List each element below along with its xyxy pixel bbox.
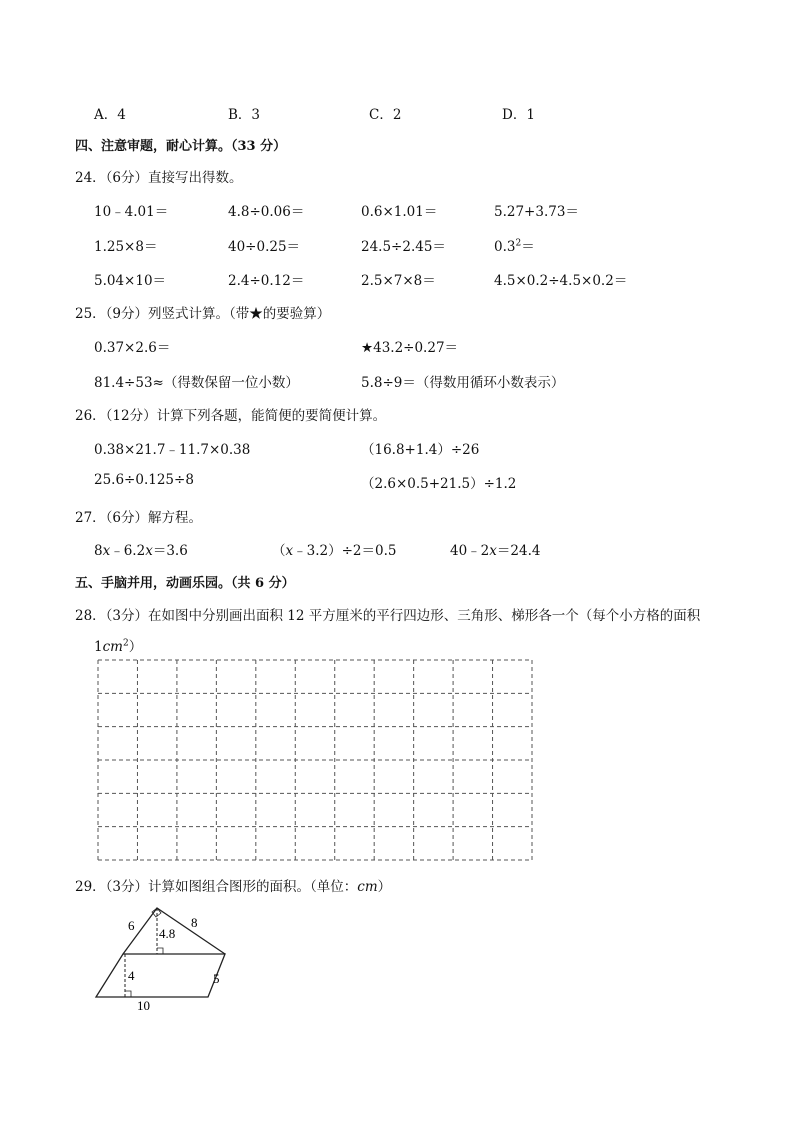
dashed-square-grid (96, 658, 534, 862)
q25-item: ★43.2÷0.27＝ (361, 340, 459, 356)
q26-item: 0.38×21.7﹣11.7×0.38 (94, 442, 251, 458)
q26-title: 26．（12分）计算下列各题，能简便的要简便计算。 (75, 408, 387, 424)
q26-item: （2.6×0.5+21.5）÷1.2 (361, 476, 517, 492)
q24-item: 5.27+3.73＝ (494, 204, 579, 220)
q29-title-suffix: ） (377, 879, 392, 895)
option-c: C．2 (369, 107, 402, 123)
q27-title: 27．（6分）解方程。 (75, 510, 203, 526)
q24-item: 1.25×8＝ (94, 239, 158, 255)
q25-item: 0.37×2.6＝ (94, 340, 171, 356)
option-b: B．3 (228, 107, 261, 123)
q25-title: 25．（9分）列竖式计算。（带★的要验算） (75, 306, 331, 322)
q28-title: 28．（3分）在如图中分别画出面积 12 平方厘米的平行四边形、三角形、梯形各一个（每个小方格的面积 (75, 608, 701, 624)
eq3-var: x (489, 543, 497, 559)
triangle-foot-right-angle-marker (157, 948, 163, 954)
q24-item: 40÷0.25＝ (228, 239, 301, 255)
q24-item: 2.4÷0.12＝ (228, 273, 305, 289)
eq3-part: ＝24.4 (496, 543, 541, 559)
q29-title-prefix: 29．（3分）计算如图组合图形的面积。（单位： (75, 879, 358, 895)
q24-square-exponent: 2 (515, 238, 522, 249)
eq1-part: ﹣6.2 (110, 543, 146, 559)
section5-title: 五、手脑并用，动画乐园。（共 6 分） (75, 576, 295, 591)
q26-item: （16.8+1.4）÷26 (361, 442, 480, 458)
q24-item: 24.5÷2.45＝ (361, 239, 446, 255)
eq1-part: 8 (94, 543, 103, 559)
q28-unit-num: 1 (94, 639, 103, 655)
q27-equation-2 (272, 539, 396, 559)
q24-item: 5.04×10＝ (94, 273, 167, 289)
label-parallelogram-height: 4 (128, 968, 135, 983)
q25-item: 81.4÷53≈（得数保留一位小数） (94, 375, 299, 391)
q29-title-unit: cm (357, 879, 378, 895)
q24-item: 2.5×7×8＝ (361, 273, 436, 289)
q24-title: 24．（6分）直接写出得数。 (75, 170, 243, 186)
eq3-part: 40﹣2 (450, 543, 490, 559)
eq1-var: x (145, 543, 153, 559)
composite-figure (90, 900, 250, 1015)
eq1-var: x (102, 543, 111, 559)
q24-item: 4.5×0.2÷4.5×0.2＝ (494, 273, 628, 289)
q27-equation-3 (450, 539, 540, 559)
q28-unit-var: cm (102, 639, 123, 655)
label-triangle-height: 4.8 (159, 926, 176, 941)
q28-unit-close: ） (128, 639, 143, 655)
label-base: 10 (137, 998, 150, 1013)
q28-unit (94, 635, 142, 655)
label-top-right: 8 (191, 915, 198, 930)
parallelogram-outline (96, 954, 225, 997)
q29-title (75, 875, 391, 895)
eq2-part: （ (272, 543, 286, 559)
q24-square-eq: ＝ (521, 239, 535, 255)
q24-item: 10﹣4.01＝ (94, 204, 169, 220)
option-a: A．4 (94, 107, 126, 123)
q24-item: 4.8÷0.06＝ (228, 204, 305, 220)
q27-equation-1 (94, 539, 188, 559)
label-top-left: 6 (128, 918, 135, 933)
label-side: 5 (213, 971, 220, 986)
q28-unit-exp: 2 (122, 638, 129, 649)
section4-title: 四、注意审题，耐心计算。（33 分） (75, 139, 287, 154)
eq2-part: ﹣3.2）÷2＝0.5 (293, 543, 397, 559)
q26-item: 25.6÷0.125÷8 (94, 472, 194, 488)
eq2-var: x (285, 543, 294, 559)
eq1-part: ＝3.6 (152, 543, 188, 559)
q24-item: 0.6×1.01＝ (361, 204, 438, 220)
q24-square-base: 0.3 (494, 239, 516, 255)
q24-item-square (494, 235, 535, 255)
parallelogram-foot-right-angle-marker (125, 991, 131, 997)
option-d: D．1 (502, 107, 535, 123)
q25-item: 5.8÷9＝（得数用循环小数表示） (361, 375, 565, 391)
